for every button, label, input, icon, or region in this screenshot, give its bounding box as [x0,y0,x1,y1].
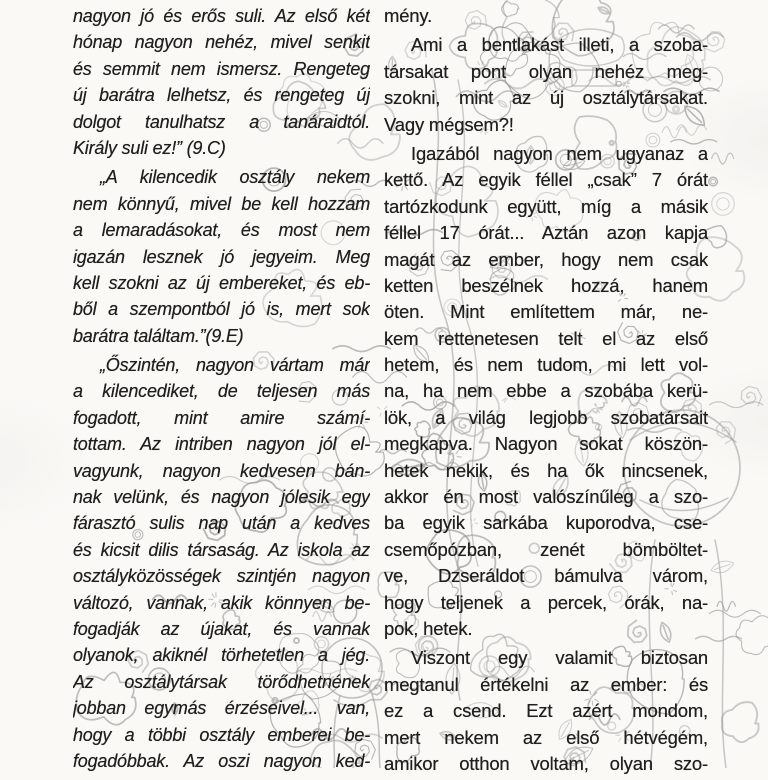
text-line: barátra találtam.”(9.E) [73,325,244,346]
text-line: ketten beszélnek hozzá, hanem [384,274,708,296]
text-line: szokni, mint az új osztálytársakat. [384,87,708,109]
text-line: tottam. Az intriben nagyon jól el- [73,434,370,455]
text-line: vagyunk, nagyon kedvesen bán- [73,460,370,481]
paragraph [384,32,708,138]
text-line: nem könnyű, mivel be kell hozzam [73,193,370,214]
text-line: hogy teljenek a percek, órák, na- [384,591,708,613]
text-line: féllel 17 órát... Aztán azon kapja [384,222,708,244]
text-line: és semmit nem ismersz. Rengeteg [73,58,370,79]
text-line: kell szokni az új embereket, és eb- [73,272,370,293]
text-line: hetem, és nem tudom, mi lett vol- [384,354,708,376]
text-line: megtanul értékelni az ember: és [384,673,708,695]
text-line: fárasztó sulis nap után a kedves [73,513,370,534]
text-line: magát az ember, hogy nem csak [384,248,708,270]
text-line: hónap nagyon nehéz, mivel senkit [73,32,370,53]
text-column-left [73,3,370,777]
text-line: fogadóbbak. Az oszi nagyon ked- [73,750,370,771]
text-line: öten. Mint említettem már, ne- [384,301,708,323]
text-line: osztályközösségek szintjén nagyon [73,566,370,587]
text-line: Vagy mégsem?! [384,113,514,135]
text-line: mény. [384,5,433,26]
text-line: igazán lesznek jó jegyeim. Meg [73,246,370,267]
paragraph [73,352,370,774]
text-line: hetek nekik, és ha ők nincsenek, [384,459,708,481]
text-line: „Őszintén, nagyon vártam már [100,355,370,376]
text-line: jobban egymás érzéseivel... van, [73,698,370,719]
text-line: Ami a bentlakást illeti, a szoba- [411,34,708,56]
text-column-right [384,3,708,780]
text-line: hogy a többi osztály emberei be- [73,724,370,745]
text-line: a kilencediket, de teljesen más [73,381,370,402]
text-line: tartózkodunk együtt, míg a másik [384,195,708,217]
text-line: társakat pont olyan nehéz meg- [384,60,708,82]
text-line: megkapva. Nagyon sokat köszön- [384,433,708,455]
text-line: Az osztálytársak törődhetnének [73,671,370,692]
paragraph [384,3,708,29]
text-line: amikor otthon voltam, olyan szo- [384,752,708,774]
text-line: mert nekem az első hétvégém, [384,726,708,748]
text-line: lök, a világ legjobb szobatársait [384,406,708,428]
text-line: csemőpózban, zenét bömböltet- [384,538,708,560]
paragraph [384,141,708,642]
text-line: kem rettenetesen telt el az első [384,327,708,349]
text-line: fogadják az újakat, és vannak [73,618,370,639]
text-line: Viszont egy valamit biztosan [411,647,708,669]
text-line: fogadott, mint amire számí- [73,407,370,428]
text-line: ve, Dzseráldot bámulva várom, [384,565,708,587]
text-line: ba egyik sarkába kuporodva, cse- [384,512,708,534]
text-line: a lemaradásokat, és most nem [73,220,370,241]
text-line: na, ha nem ebbe a szobába kerü- [384,380,708,402]
text-line: és kicsit dilis társaság. Az iskola az [73,539,370,560]
text-line: akkor én most valószínűleg a szo- [384,486,708,508]
text-line: változó, vannak, akik könnyen be- [73,592,370,613]
text-line: ez a csend. Ezt azért mondom, [384,700,708,722]
text-line: nagyon jó és erős suli. Az első két [73,6,370,26]
paragraph [73,164,370,349]
text-line: nak velünk, és nagyon jólesik egy [73,487,370,508]
paragraph [384,645,708,777]
text-line: ből a szempontból jó is, mert sok [73,299,370,320]
text-line: Király suli ez!” (9.C) [73,137,226,158]
text-line: új barátra lelhetsz, és rengeteg új [73,85,370,106]
text-line: kettő. Az egyik féllel „csak” 7 órát [384,169,708,191]
text-line: olyanok, akiknél törhetetlen a jég. [73,645,370,666]
paragraph [73,3,370,161]
text-line: „A kilencedik osztály nekem [100,167,370,188]
text-line: dolgot tanulhatsz a tanáraidtól. [73,111,370,132]
text-line: Igazából nagyon nem ugyanaz a [411,142,708,164]
text-line: pok, hetek. [384,617,473,639]
